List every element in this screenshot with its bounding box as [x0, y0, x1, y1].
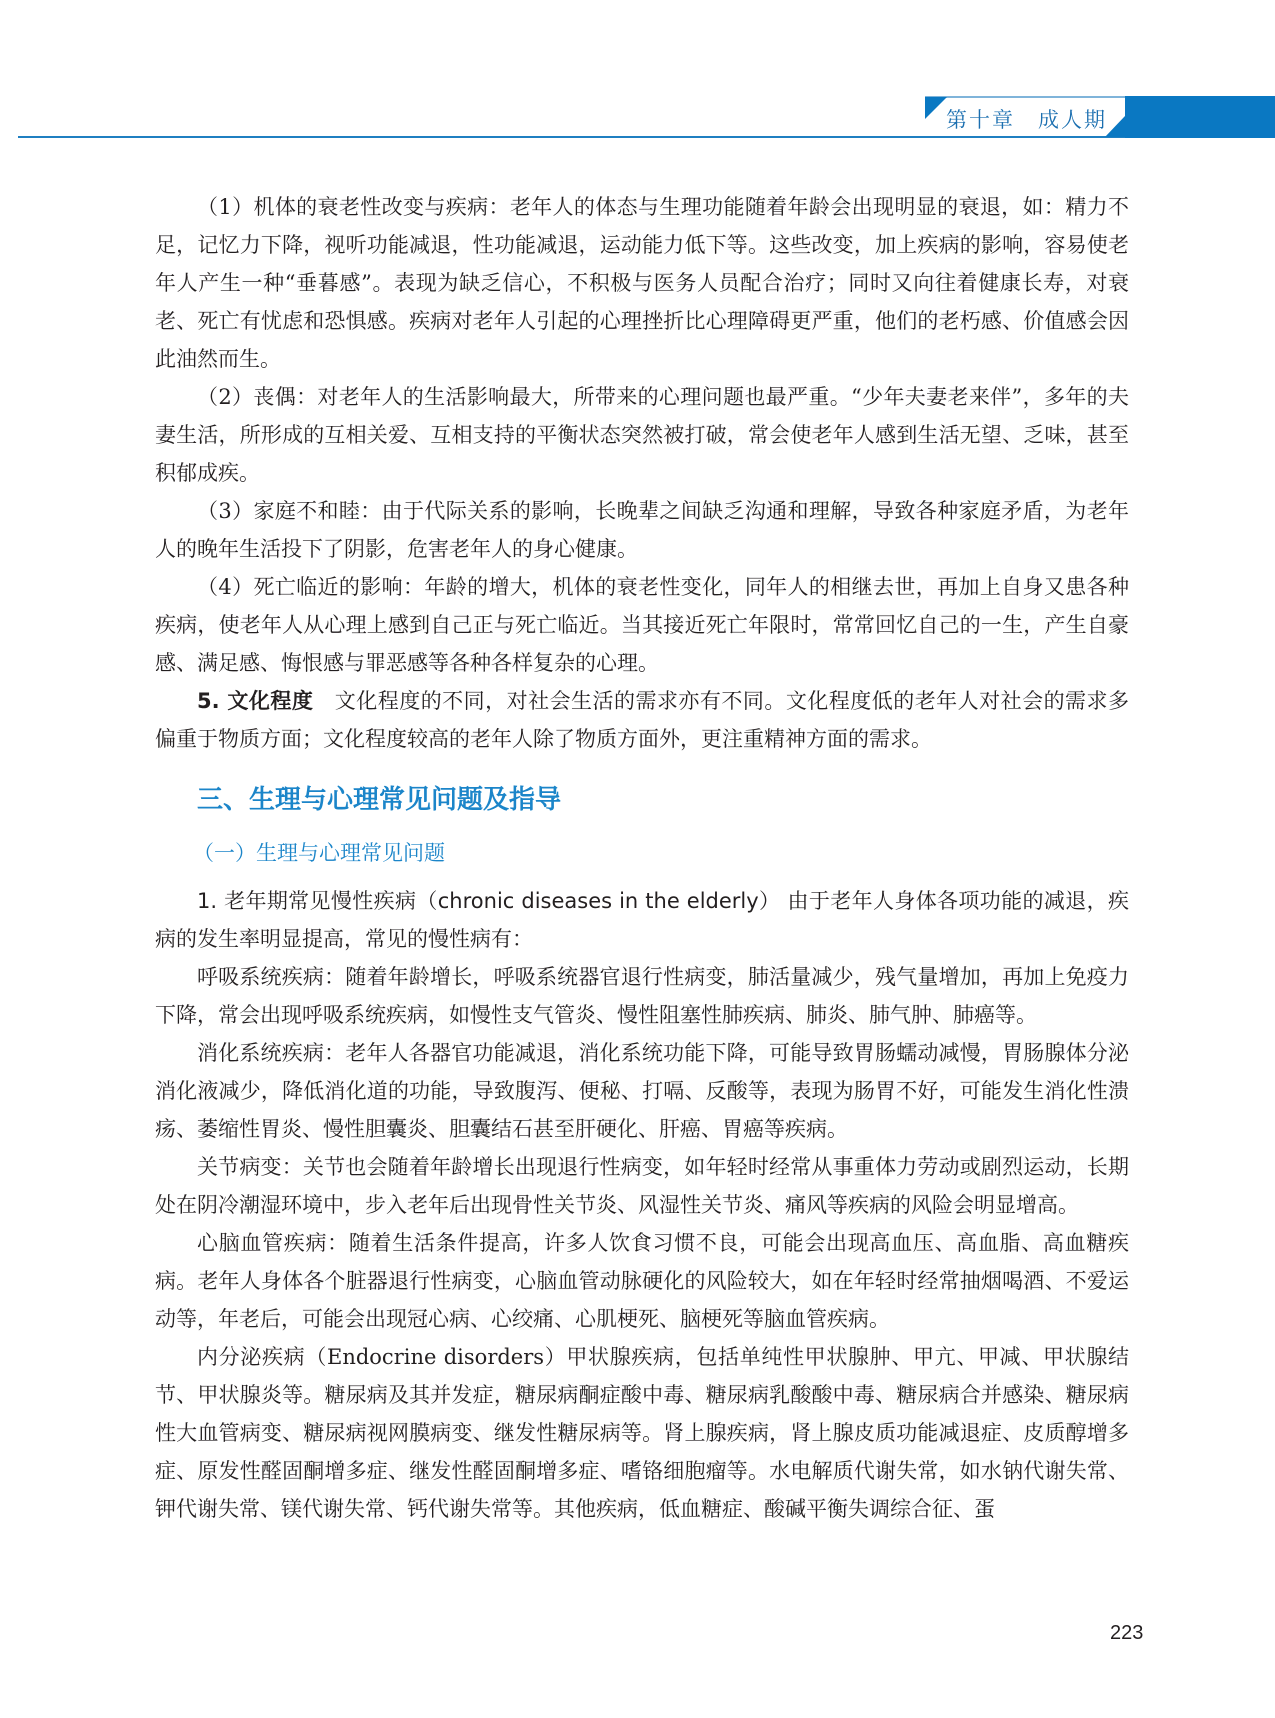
paragraph-chronic	[155, 882, 1129, 958]
header-corner-decoration	[925, 97, 947, 119]
subsection-heading: （一）生理与心理常见问题	[193, 841, 445, 865]
paragraph-label: 1. 老年期常见慢性疾病（chronic diseases in the elderly）	[197, 889, 781, 913]
paragraph-label: 5. 文化程度	[197, 689, 314, 713]
paragraph: （2）丧偶：对老年人的生活影响最大，所带来的心理问题也最严重。“少年夫妻老来伴”，多年的夫妻生活，所形成的互相关爱、互相支持的平衡状态突然被打破，常会使老年人感到生活无望、乏味，甚至积郁成疾。	[155, 385, 1129, 485]
paragraph: （4）死亡临近的影响：年龄的增大，机体的衰老性变化，同年人的相继去世，再加上自身又患各种疾病，使老年人从心理上感到自己正与死亡临近。当其接近死亡年限时，常常回忆自己的一生，产生自豪感、满足感、悔恨感与罪恶感等各种各样复杂的心理。	[155, 575, 1129, 675]
paragraph-text: 文化程度的不同，对社会生活的需求亦有不同。文化程度低的老年人对社会的需求多偏重于物质方面；文化程度较高的老年人除了物质方面外，更注重精神方面的需求。	[155, 689, 1130, 751]
page-body	[155, 188, 1129, 1528]
header-corner-decoration	[1105, 116, 1125, 137]
section-heading: 三、生理与心理常见问题及指导	[197, 785, 562, 815]
paragraph-culture	[155, 682, 1129, 758]
paragraph: 消化系统疾病：老年人各器官功能减退，消化系统功能下降，可能导致胃肠蠕动减慢，胃肠腺体分泌消化液减少，降低消化道的功能，导致腹泻、便秘、打嗝、反酸等，表现为肠胃不好，可能发生消化性溃疡、萎缩性胃炎、慢性胆囊炎、胆囊结石甚至肝硬化、肝癌、胃癌等疾病。	[155, 1041, 1129, 1141]
paragraph: 关节病变：关节也会随着年龄增长出现退行性病变，如年轻时经常从事重体力劳动或剧烈运动，长期处在阴冷潮湿环境中，步入老年后出现骨性关节炎、风湿性关节炎、痛风等疾病的风险会明显增高。	[155, 1155, 1129, 1217]
chapter-title: 第十章 成人期	[946, 108, 1107, 132]
paragraph: 呼吸系统疾病：随着年龄增长，呼吸系统器官退行性病变，肺活量减少，残气量增加，再加上免疫力下降，常会出现呼吸系统疾病，如慢性支气管炎、慢性阻塞性肺疾病、肺炎、肺气肿、肺癌等。	[155, 965, 1129, 1027]
paragraph: （1）机体的衰老性改变与疾病：老年人的体态与生理功能随着年龄会出现明显的衰退，如：精力不足，记忆力下降，视听功能减退，性功能减退，运动能力低下等。这些改变，加上疾病的影响，容易使老年人产生一种“垂暮感”。表现为缺乏信心，不积极与医务人员配合治疗；同时又向往着健康长寿，对衰老、死亡有忧虑和恐惧感。疾病对老年人引起的心理挫折比心理障碍更严重，他们的老朽感、价值感会因此油然而生。	[155, 195, 1129, 371]
header-accent-bar	[1125, 96, 1275, 138]
page-number: 223	[1110, 1622, 1144, 1644]
paragraph: 内分泌疾病（Endocrine disorders）甲状腺疾病，包括单纯性甲状腺肿、甲亢、甲减、甲状腺结节、甲状腺炎等。糖尿病及其并发症，糖尿病酮症酸中毒、糖尿病乳酸酸中毒、糖尿病合并感染、糖尿病性大血管病变、糖尿病视网膜病变、继发性糖尿病等。肾上腺疾病，肾上腺皮质功能减退症、皮质醇增多症、原发性醛固酮增多症、继发性醛固酮增多症、嗜铬细胞瘤等。水电解质代谢失常，如水钠代谢失常、钾代谢失常、镁代谢失常、钙代谢失常等。其他疾病，低血糖症、酸碱平衡失调综合征、蛋	[155, 1345, 1129, 1521]
paragraph: （3）家庭不和睦：由于代际关系的影响，长晚辈之间缺乏沟通和理解，导致各种家庭矛盾，为老年人的晚年生活投下了阴影，危害老年人的身心健康。	[155, 499, 1129, 561]
paragraph-text: 由于老年人身体各项功能的减退，疾病的发生率明显提高，常见的慢性病有：	[155, 889, 1129, 951]
paragraph: 心脑血管疾病：随着生活条件提高，许多人饮食习惯不良，可能会出现高血压、高血脂、高血糖疾病。老年人身体各个脏器退行性病变，心脑血管动脉硬化的风险较大，如在年轻时经常抽烟喝酒、不爱运动等，年老后，可能会出现冠心病、心绞痛、心肌梗死、脑梗死等脑血管疾病。	[155, 1231, 1129, 1331]
